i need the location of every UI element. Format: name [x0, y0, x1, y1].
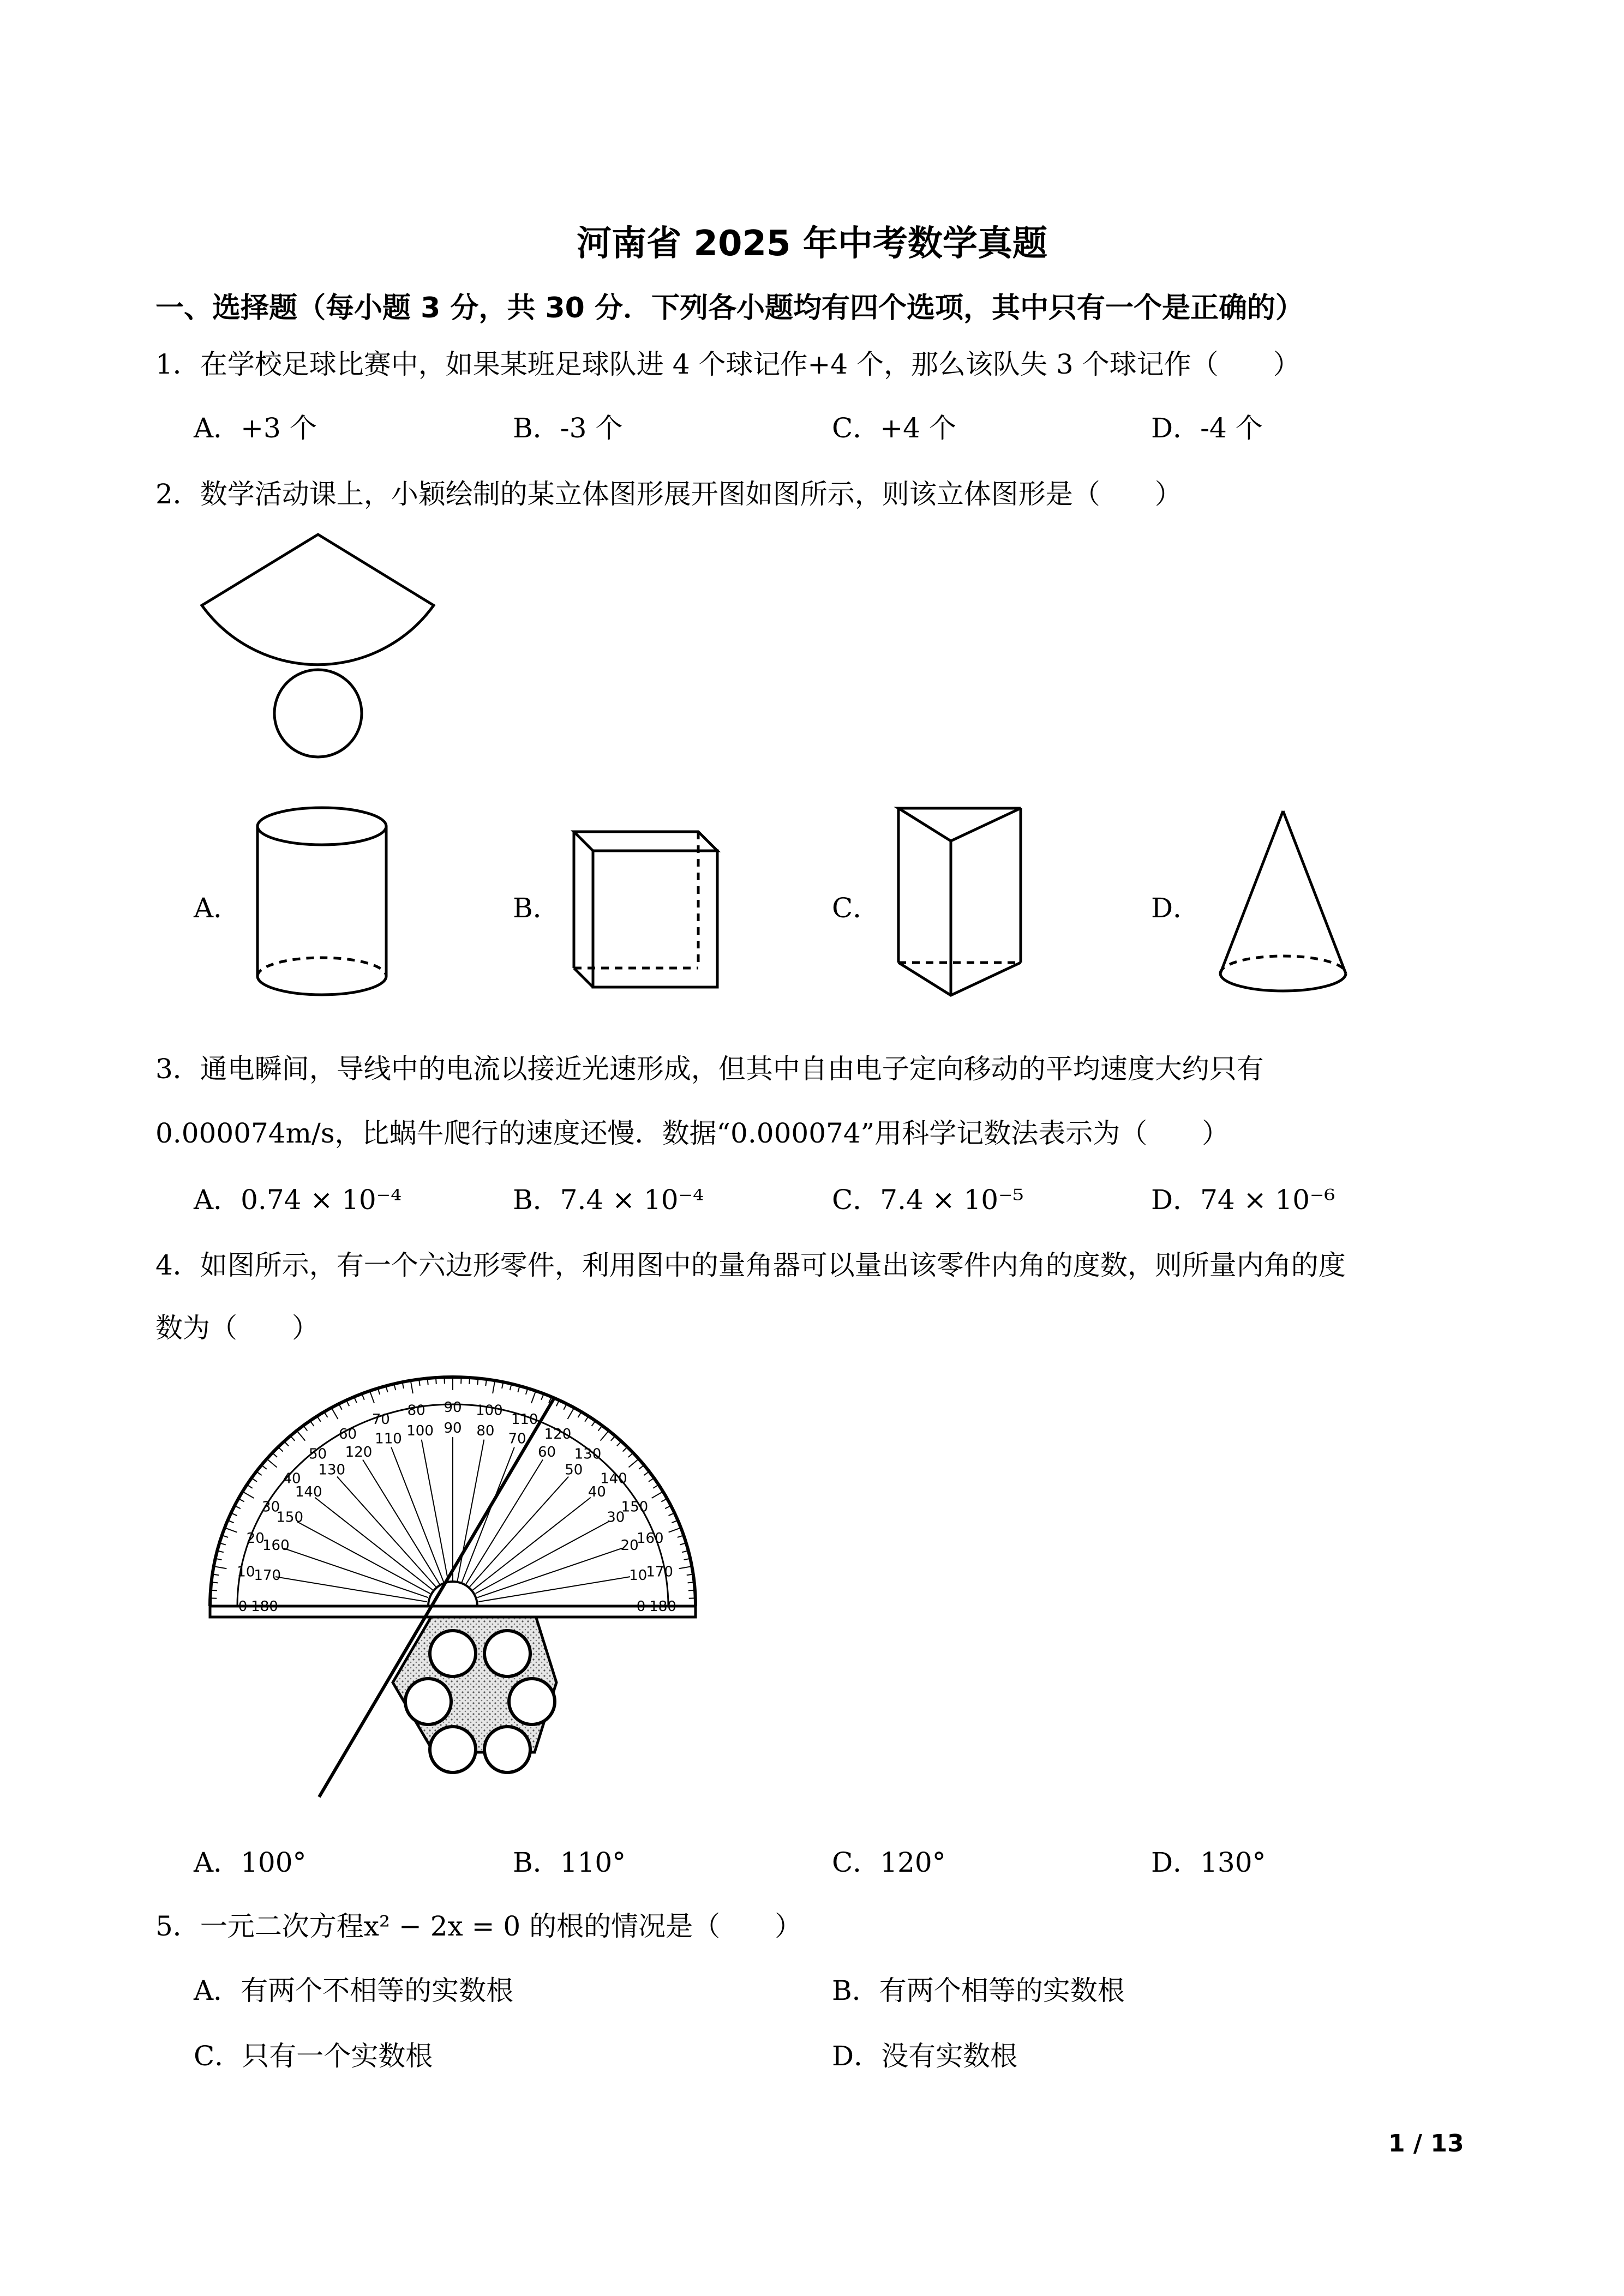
- protractor-outer-label: 90: [444, 1399, 462, 1416]
- section-heading: 一、选择题（每小题 3 分，共 30 分．下列各小题均有四个选项，其中只有一个是正确的）: [155, 292, 1304, 324]
- protractor-tick: [267, 1459, 277, 1467]
- protractor-tick: [469, 1378, 470, 1384]
- protractor-tick: [578, 1412, 581, 1417]
- protractor-tick: [370, 1391, 374, 1403]
- protractor-tick: [427, 1378, 428, 1385]
- protractor-inner-label: 140: [295, 1483, 322, 1500]
- rectangular-prism-icon: [567, 810, 731, 1006]
- protractor-inner-label: 40: [588, 1483, 606, 1500]
- q5-option-d[interactable]: D．没有实数根: [832, 2040, 1018, 2072]
- protractor-inner-label: 50: [565, 1462, 583, 1478]
- protractor-inner-label: 180: [251, 1598, 278, 1615]
- protractor-inner-label: 80: [476, 1422, 495, 1439]
- q4-option-a[interactable]: A．100°: [194, 1847, 307, 1878]
- protractor-tick: [310, 1421, 314, 1426]
- protractor-tick: [688, 1590, 695, 1591]
- protractor-inner-label: 10: [629, 1567, 648, 1584]
- protractor-outer-label: 100: [476, 1402, 503, 1419]
- protractor-inner-label: 170: [254, 1567, 281, 1584]
- protractor-inner-label: 110: [375, 1431, 402, 1447]
- protractor-outer-label: 80: [407, 1402, 426, 1419]
- protractor-inner-label: 120: [345, 1444, 373, 1460]
- q3-option-d[interactable]: D．74 × 10⁻⁶: [1151, 1184, 1335, 1216]
- protractor-outer-label: 110: [511, 1411, 538, 1428]
- protractor-tick: [332, 1408, 338, 1419]
- protractor-tick: [629, 1459, 639, 1467]
- protractor-tick: [256, 1471, 262, 1475]
- question-5-stem: 5．一元二次方程x² − 2x = 0 的根的情况是（ ）: [155, 1910, 802, 1942]
- protractor-tick: [679, 1566, 692, 1568]
- protractor-tick: [251, 1478, 257, 1482]
- protractor-tick: [278, 1447, 283, 1451]
- protractor-inner-label: 70: [508, 1431, 526, 1447]
- protractor-tick: [324, 1412, 327, 1417]
- protractor-tick: [225, 1528, 237, 1532]
- question-4-stem-line2: 数为（ ）: [155, 1312, 319, 1344]
- protractor-tick: [247, 1484, 253, 1488]
- protractor-tick: [243, 1492, 254, 1498]
- q3-option-c[interactable]: C．7.4 × 10⁻⁵: [832, 1184, 1024, 1216]
- protractor-tick: [272, 1453, 277, 1457]
- protractor-tick: [611, 1436, 615, 1441]
- protractor-outer-label: 160: [636, 1530, 664, 1547]
- question-1-stem: 1．在学校足球比赛中，如果某班足球队进 4 个球记作+4 个，那么该队失 3 个球记作（ ）: [155, 348, 1301, 380]
- q4-option-d[interactable]: D．130°: [1151, 1847, 1266, 1878]
- page-title: 河南省 2025 年中考数学真题: [577, 224, 1047, 264]
- protractor-tick: [601, 1431, 609, 1440]
- protractor-inner-label: 90: [444, 1420, 462, 1436]
- cone-net-figure: [194, 532, 466, 783]
- protractor-tick: [411, 1380, 413, 1393]
- protractor-tick: [598, 1426, 602, 1431]
- q4-option-b[interactable]: B．110°: [513, 1847, 626, 1878]
- q2-option-a[interactable]: A．: [194, 892, 241, 924]
- q2-option-c[interactable]: C．: [832, 892, 880, 924]
- protractor-outer-label: 140: [600, 1470, 627, 1487]
- q5-option-c[interactable]: C．只有一个实数根: [194, 2040, 433, 2072]
- q5-option-a[interactable]: A．有两个不相等的实数根: [194, 1975, 514, 2006]
- protractor-tick: [568, 1408, 574, 1419]
- protractor-outer-label: 10: [237, 1564, 255, 1580]
- page-number: 1 / 13: [1388, 2130, 1464, 2157]
- protractor-outer-label: 30: [262, 1499, 280, 1516]
- protractor-outer-label: 0: [238, 1598, 248, 1615]
- protractor-tick: [617, 1441, 621, 1446]
- q1-option-b[interactable]: B．-3 个: [513, 412, 623, 444]
- protractor-tick: [628, 1453, 633, 1457]
- protractor-tick: [211, 1582, 218, 1583]
- q4-option-c[interactable]: C．120°: [832, 1847, 946, 1878]
- triangular-prism-icon: [892, 802, 1045, 1020]
- question-3-stem-line1: 3．通电瞬间，导线中的电流以接近光速形成，但其中自由电子定向移动的平均速度大约只有: [155, 1053, 1264, 1085]
- q3-option-a[interactable]: A．0.74 × 10⁻⁴: [194, 1184, 402, 1216]
- protractor-tick: [303, 1426, 307, 1431]
- protractor-tick: [649, 1478, 654, 1482]
- protractor-outer-label: 40: [283, 1470, 301, 1487]
- protractor-tick: [652, 1492, 663, 1498]
- protractor-tick: [317, 1416, 321, 1422]
- protractor-tick: [214, 1566, 227, 1568]
- protractor-tick: [493, 1380, 495, 1393]
- protractor-tick: [669, 1528, 681, 1532]
- q1-option-d[interactable]: D．-4 个: [1151, 412, 1263, 444]
- protractor-outer-label: 50: [308, 1446, 327, 1463]
- q1-option-a[interactable]: A．+3 个: [194, 412, 317, 444]
- protractor-tick: [653, 1484, 658, 1488]
- question-2-stem: 2．数学活动课上，小颖绘制的某立体图形展开图如图所示，则该立体图形是（ ）: [155, 478, 1182, 510]
- cylinder-icon: [251, 804, 404, 1001]
- protractor-outer-label: 20: [246, 1530, 265, 1547]
- protractor-inner-label: 0: [636, 1598, 646, 1615]
- protractor-inner-label: 150: [276, 1509, 304, 1526]
- protractor-tick: [644, 1471, 649, 1475]
- protractor-tick: [211, 1590, 217, 1591]
- protractor-outer-label: 170: [646, 1564, 673, 1580]
- protractor-outer-label: 150: [621, 1499, 649, 1516]
- protractor-tick: [592, 1421, 596, 1426]
- protractor-tick: [261, 1465, 266, 1469]
- protractor-tick: [477, 1378, 478, 1385]
- protractor-tick: [297, 1431, 305, 1440]
- protractor-outer-label: 70: [371, 1411, 390, 1428]
- question-3-stem-line2: 0.000074m/s，比蜗牛爬行的速度还慢．数据“0.000074”用科学记数法表示为（ ）: [155, 1117, 1230, 1149]
- protractor-inner-label: 30: [607, 1509, 625, 1526]
- protractor-outer-label: 180: [649, 1598, 676, 1615]
- q3-option-b[interactable]: B．7.4 × 10⁻⁴: [513, 1184, 704, 1216]
- protractor-outer-label: 60: [338, 1426, 357, 1442]
- protractor-tick: [622, 1447, 627, 1451]
- protractor-tick: [639, 1465, 644, 1469]
- protractor-tick: [585, 1416, 589, 1422]
- protractor-inner-label: 100: [406, 1422, 434, 1439]
- protractor-hexagon-figure: [205, 1374, 717, 1811]
- protractor-inner-label: 20: [620, 1537, 639, 1554]
- q5-option-b[interactable]: B．有两个相等的实数根: [832, 1975, 1125, 2006]
- protractor-tick: [284, 1441, 289, 1446]
- cone-icon: [1214, 804, 1367, 1012]
- protractor-inner-label: 130: [318, 1462, 346, 1478]
- protractor-tick: [688, 1582, 694, 1583]
- q1-option-c[interactable]: C．+4 个: [832, 412, 956, 444]
- question-4-stem-line1: 4．如图所示，有一个六边形零件，利用图中的量角器可以量出该零件内角的度数，则所量内角的度: [155, 1249, 1346, 1281]
- protractor-outer-label: 120: [544, 1426, 572, 1442]
- protractor-tick: [290, 1436, 295, 1441]
- protractor-outer-label: 130: [574, 1446, 602, 1463]
- protractor-inner-label: 60: [537, 1444, 556, 1460]
- q2-option-b[interactable]: B．: [513, 892, 560, 924]
- protractor-inner-label: 160: [262, 1537, 290, 1554]
- protractor-tick: [531, 1391, 536, 1403]
- q2-option-d[interactable]: D．: [1151, 892, 1201, 924]
